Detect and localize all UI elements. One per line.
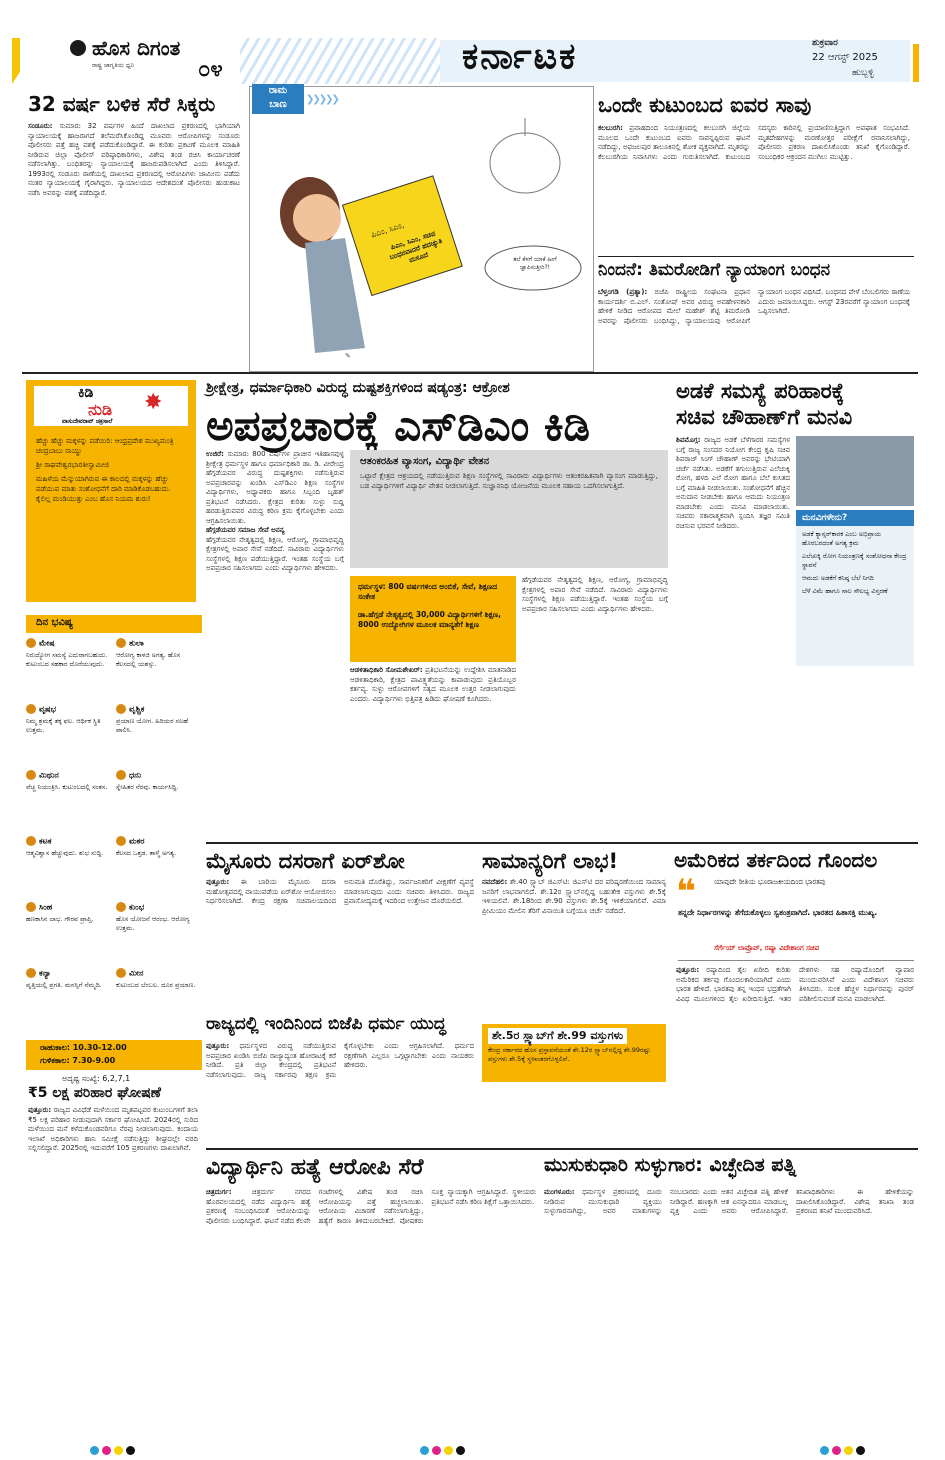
horoscope-sign: [116, 704, 202, 735]
article-dateline: ಚಿತ್ರದುರ್ಗ:: [206, 1188, 232, 1196]
horoscope-sign: [116, 968, 202, 990]
article-dateline: ಉಜಿರೆ:: [206, 450, 224, 458]
horoscope-sign: [26, 770, 112, 792]
adike-headline-line1: ಅಡಕೆ ಸಮಸ್ಯೆ ಪರಿಹಾರಕ್ಕೆ: [676, 379, 845, 403]
horoscope-header: [26, 615, 202, 633]
lead-facts-box: [350, 576, 516, 662]
article-text: ಪ್ರವಾಹದಿಂದ ನಿಯಂತ್ರಣದಲ್ಲಿ ಕಲಬುರಗಿ ಜಿಲ್ಲೆಯ ಮೂಲದ ಒಂದೇ ಕುಟುಂಬದ ಐವರು ಸಾವನ್ನಪ್ಪಿರುವ ಘಟನೆ ನಡೆದಿದ್ದು, ಅಫಜಲಪುರ ತಾಲೂಕಿನಲ್ಲಿ ಶೋಕ ವ್ಯಕ್ತವಾಗಿದೆ. ಮೃತರನ್ನು ಕೆಲಬುರಗಿಯ ನಿವಾಸಿಗಳು ಎಂದು ಗುರುತಿಸಲಾಗಿದೆ. ಕುಟುಂಬದ ಸದಸ್ಯರು ಕಾರಿನಲ್ಲಿ ಪ್ರಯಾಣಿಸುತ್ತಿದ್ದಾಗ ಅಪಘಾತ ಸಂಭವಿಸಿದೆ. ಮೃತದೇಹಗಳನ್ನು ಮರಣೋತ್ತರ ಪರೀಕ್ಷೆಗೆ ರವಾನಿಸಲಾಗಿದ್ದು, ಪೊಲೀಸರು ಪ್ರಕರಣ ದಾಖಲಿಸಿಕೊಂಡು ತನಿಖೆ ಕೈಗೊಂಡಿದ್ದಾರೆ. ಸಂಬಂಧಿಕರ ಆಕ್ರಂದನ ಮುಗಿಲು ಮುಟ್ಟಿತ್ತು.: [598, 124, 910, 161]
rahukala: ರಾಹುಕಾಲ: 10.30-12.00: [40, 1043, 127, 1052]
zodiac-icon: [26, 902, 36, 912]
sidebox-item: ಆಮದು ಅಡಕೆಗೆ ಕನಿಷ್ಠ ಬೆಲೆ ನಿಗದಿ: [802, 574, 874, 582]
zodiac-icon: [116, 968, 126, 978]
spark-icon: ✸: [144, 390, 163, 415]
article-headline: ರಾಜ್ಯದಲ್ಲಿ ಇಂದಿನಿಂದ ಬಿಜೆಪಿ ಧರ್ಮ ಯುದ್ಧ: [206, 1014, 447, 1034]
quote-text: ತನ್ನದೇ ನಿರ್ಧಾರಗಳನ್ನು ತೆಗೆದುಕೊಳ್ಳಲು ಸ್ವತಂತ್ರವಾಗಿದೆ. ಭಾರತದ ಹಿತಾಸಕ್ತಿ ಮುಖ್ಯ.: [678, 908, 878, 917]
sign-name: ವೃಶ್ಚಿಕ: [129, 704, 145, 714]
sidebox-item: ಎಲೆಚುಕ್ಕಿ ರೋಗ ನಿಯಂತ್ರಣಕ್ಕೆ ಸಂಶೋಧನಾ ಕೇಂದ್ರ ಸ್ಥಾಪನೆ: [802, 552, 907, 569]
zodiac-icon: [116, 770, 126, 780]
divider: [678, 960, 914, 961]
article-text: ಧರ್ಮಸ್ಥಳದ ವಿರುದ್ಧ ನಡೆಯುತ್ತಿರುವ ಅಪಪ್ರಚಾರ ಖಂಡಿಸಿ ಬಿಜೆಪಿ ರಾಜ್ಯಾದ್ಯಂತ ಹೋರಾಟಕ್ಕೆ ಕರೆ ನೀಡಿದೆ. ಪ್ರತಿ ಜಿಲ್ಲಾ ಕೇಂದ್ರದಲ್ಲಿ ಪ್ರತಿಭಟನೆ ನಡೆಸಲಾಗುವುದು. ರಾಜ್ಯ ಸರ್ಕಾರವು ತಕ್ಷಣ ಕ್ರಮ ಕೈಗೊಳ್ಳಬೇಕು ಎಂದು ಆಗ್ರಹಿಸಲಾಗಿದೆ. ಧರ್ಮದ ರಕ್ಷಣೆಗಾಗಿ ಎಲ್ಲರೂ ಒಗ್ಗಟ್ಟಾಗಬೇಕು ಎಂದು ನಾಯಕರು ಹೇಳಿದರು.: [206, 1042, 474, 1079]
sign-prediction: ಪ್ರಯಾಣ ಯೋಗ. ಹಿರಿಯರ ಸಲಹೆ ಪಾಲಿಸಿ.: [116, 716, 189, 734]
horoscope-sign: [26, 902, 112, 924]
divider: [598, 256, 914, 257]
lead-text: ಪ್ರತಿಭಟನೆಯನ್ನು ಉದ್ದೇಶಿಸಿ ಮಾತನಾಡಿದ ಆಡಳಿತಾಧಿಕಾರಿ, ಕ್ಷೇತ್ರದ ಪಾವಿತ್ರ್ಯತೆಯನ್ನು ಕಾಪಾಡುವುದು ಪ್ರತಿಯೊಬ್ಬರ ಕರ್ತವ್ಯ. ಸುಳ್ಳು ಆರೋಪಗಳಿಗೆ ಸತ್ಯದ ಮೂಲಕ ಉತ್ತರ ನೀಡಲಾಗುವುದು ಎಂದರು. ವಿದ್ಯಾರ್ಥಿಗಳು ಭಿತ್ತಿಪತ್ರ ಹಿಡಿದು ಘೋಷಣೆ ಕೂಗಿದರು.: [350, 666, 516, 703]
horoscope-sign: [116, 638, 202, 669]
zodiac-icon: [26, 836, 36, 846]
sign-name: ಕಟಕ: [39, 836, 52, 846]
sign-prediction: ನಿಮ್ಮ ಶ್ರಮಕ್ಕೆ ತಕ್ಕ ಫಲ. ಆರ್ಥಿಕ ಸ್ಥಿತಿ ಉತ್ತಮ.: [26, 716, 101, 734]
horoscope-grid: [26, 638, 202, 1038]
cartoon-tag: ರಾಮ ಬಾಣ ❯❯❯❯❯: [252, 84, 344, 114]
section-divider: [206, 1148, 918, 1150]
sign-name: ವೃಷಭ: [39, 704, 56, 714]
horoscope-sign: [26, 836, 112, 858]
zodiac-icon: [26, 638, 36, 648]
sign-prediction: ಆತ್ಮವಿಶ್ವಾಸ ಹೆಚ್ಚುವುದು. ಶುಭ ಸುದ್ದಿ.: [26, 848, 104, 857]
fact-item: ಡಾ.ಹೆಗ್ಗಡೆ ನೇತೃತ್ವದಲ್ಲಿ 30,000 ವಿದ್ಯಾರ್ಥಿಗಳಿಗೆ ಶಿಕ್ಷಣ, 8000 ಉದ್ಯೋಗಿಗಳ ಮೂಲಕ ಮಾನ್ಯತೆಗೆ ಶಿಕ್ಷಣ: [358, 610, 501, 629]
article-headline: ಸಾಮಾನ್ಯರಿಗೆ ಲಾಭ!: [482, 849, 619, 873]
article-dateline: ಸಂಡೂರು:: [28, 122, 53, 130]
article-headline: ಅಮೆರಿಕದ ತರ್ಕದಿಂದ ಗೊಂದಲ: [674, 848, 878, 872]
section-divider: [22, 372, 918, 374]
issue-city: ಹುಬ್ಬಳ್ಳಿ: [852, 68, 874, 78]
zodiac-icon: [26, 704, 36, 714]
gst-strip: [482, 1024, 666, 1082]
registration-marks: [820, 1440, 868, 1459]
article-text: ಶೇ.40 ಸ್ಲ್ಯಾಬ್ ಜಿಎಸ್‌ಟಿ: ಜಿಎಸ್‌ಟಿ ದರ ಪರಿಷ್ಕರಣೆಯಿಂದ ಸಾಮಾನ್ಯ ಜನರಿಗೆ ಲಾಭವಾಗಲಿದೆ. ಶೇ.12ರ ಸ್ಲ್ಯಾಬ್‌ನಲ್ಲಿದ್ದ ಬಹುತೇಕ ವಸ್ತುಗಳು ಶೇ.5ಕ್ಕೆ ಇಳಿಯಲಿವೆ. ಶೇ.18ರಿಂದ ಶೇ.90 ವಸ್ತುಗಳು ಶೇ.5ಕ್ಕೆ ಇಳಿಕೆಯಾಗಲಿವೆ. ವಿಮಾ ಪ್ರೀಮಿಯಂ ಮೇಲಿನ ತೆರಿಗೆ ವಿನಾಯಿತಿ ಬಗ್ಗೆಯೂ ಚರ್ಚೆ ನಡೆದಿದೆ.: [482, 878, 666, 915]
sign-name: ತುಲಾ: [129, 638, 144, 648]
sidebox-item: ಅಡಕೆ ಕ್ಯಾನ್ಸರ್‌ಕಾರಕ ಎಂಬ ಅಭಿಪ್ರಾಯ ಹೊರಬರದಂತೆ ಅಗತ್ಯ ಕ್ರಮ: [802, 530, 882, 547]
sign-name: ಸಿಂಹ: [39, 902, 53, 912]
article-body: [28, 122, 240, 358]
sidebox-item: ಬೆಳೆ ವಿಮೆ ಹಾಗೂ ಸಾಲ ಸೌಲಭ್ಯ ವಿಸ್ತರಣೆ: [802, 587, 888, 595]
article-body: [598, 124, 910, 252]
horoscope-sign: [116, 902, 202, 933]
sign-name: ಕನ್ಯಾ: [39, 968, 51, 978]
logo-tagline: ರಾಷ್ಟ್ರ ಜಾಗೃತಿಯ ಧ್ವನಿ: [92, 62, 135, 69]
kidi-title-line1: ಕಿಡಿ: [78, 385, 94, 401]
article-headline: ₹5 ಲಕ್ಷ ಪರಿಹಾರ ಘೋಷಣೆ: [28, 1085, 161, 1101]
adike-sidebox: [796, 510, 914, 666]
sign-prediction: ಸ್ನೇಹಿತರ ನೆರವು. ಕಾರ್ಯಸಿದ್ಧಿ.: [116, 782, 179, 791]
article-body: [206, 1188, 536, 1428]
page-edge-marker: [913, 44, 919, 82]
article-headline: ವಿದ್ಯಾರ್ಥಿನಿ ಹತ್ಯೆ ಆರೋಪಿ ಸೆರೆ: [206, 1155, 424, 1180]
kidi-author: ವಾಸುದೇವರಾವ್ ಚಕ್ರಸಾಲೆ: [62, 418, 113, 425]
lead-text: ಹೆಗ್ಗಡೆಯವರ ನೇತೃತ್ವದಲ್ಲಿ ಶಿಕ್ಷಣ, ಆರೋಗ್ಯ, ಗ್ರಾಮಾಭಿವೃದ್ಧಿ ಕ್ಷೇತ್ರಗಳಲ್ಲಿ ಅಪಾರ ಸೇವೆ ನಡೆದಿದೆ. ಸಾವಿರಾರು ವಿದ್ಯಾರ್ಥಿಗಳು ಸಂಸ್ಥೆಗಳಲ್ಲಿ ಶಿಕ್ಷಣ ಪಡೆಯುತ್ತಿದ್ದಾರೆ. ಇಂತಹ ಸಂಸ್ಥೆಯ ಬಗ್ಗೆ ಅಪಪ್ರಚಾರ ಸಹಿಸಲಾಗದು ಎಂದು ವಿದ್ಯಾರ್ಥಿಗಳು ಹೇಳಿದರು.: [206, 535, 344, 572]
article-body: [676, 966, 914, 1136]
cartoon-body: [305, 238, 365, 353]
logo-emblem-icon: [70, 40, 86, 56]
horoscope-sign: [26, 968, 112, 990]
cartoonist-signature: ✎: [345, 352, 351, 360]
article-dateline: ಕಲಬುರಗಿ:: [598, 124, 623, 132]
zodiac-icon: [116, 836, 126, 846]
adike-body: [676, 436, 790, 836]
sidebox-list: [802, 530, 908, 600]
article-headline: ಮೈಸೂರು ದಸರಾಗೆ ಏರ್‌ಶೋ: [206, 849, 405, 873]
article-dateline: ಮಂಗಳೂರು:: [544, 1188, 575, 1196]
masthead-stripe-pattern: [240, 38, 440, 84]
sign-prediction: ವೆಚ್ಚ ನಿಯಂತ್ರಿಸಿ. ಕುಟುಂಬದಲ್ಲಿ ಸಂತಸ.: [26, 782, 108, 791]
lead-column-3: ಹೆಗ್ಗಡೆಯವರ ನೇತೃತ್ವದಲ್ಲಿ ಶಿಕ್ಷಣ, ಆರೋಗ್ಯ, ಗ್ರಾಮಾಭಿವೃದ್ಧಿ ಕ್ಷೇತ್ರಗಳಲ್ಲಿ ಅಪಾರ ಸೇವೆ ನಡೆದಿದೆ. ಸಾವಿರಾರು ವಿದ್ಯಾರ್ಥಿಗಳು ಸಂಸ್ಥೆಗಳಲ್ಲಿ ಶಿಕ್ಷಣ ಪಡೆಯುತ್ತಿದ್ದಾರೆ. ಇಂತಹ ಸಂಸ್ಥೆಯ ಬಗ್ಗೆ ಅಪಪ್ರಚಾರ ಸಹಿಸಲಾಗದು ಎಂದು ವಿದ್ಯಾರ್ಥಿಗಳು ಹೇಳಿದರು.: [522, 576, 668, 613]
quote-author: ಸೆರ್ಗೆಯ್ ಲಾವ್ರೊವ್, ರಷ್ಯಾ ವಿದೇಶಾಂಗ ಸಚಿವ: [714, 944, 820, 952]
kidi-title-line2: ನುಡಿ: [88, 400, 113, 419]
sign-prediction: ನಿರುದ್ಯೋಗ ಸಮಸ್ಯೆ ಎದುರಾಗಬಹುದು. ಕುಟುಂಬದ ಸಹಕಾರ ದೊರೆಯುವುದು.: [26, 650, 108, 668]
newspaper-logo: ಹೊಸ ದಿಗಂತ: [92, 36, 181, 60]
lead-subhead: ಆಡಳಿತಾಧಿಕಾರಿ ಸೋಮಶೇಖರ್:: [350, 666, 423, 674]
horoscope-sign: [116, 770, 202, 792]
zodiac-icon: [26, 968, 36, 978]
gst-strip-note: ಕೇಂದ್ರ ಸರ್ಕಾರದ ಹೊಸ ಪ್ರಸ್ತಾವನೆಯಂತೆ ಶೇ.12ರ ಸ್ಲ್ಯಾಬ್‌ನಲ್ಲಿದ್ದ ಶೇ.99ರಷ್ಟು ವಸ್ತುಗಳು ಶೇ.5ಕ್ಕೆ ಸ್ಥಳಾಂತರಗೊಳ್ಳಲಿವೆ.: [488, 1046, 651, 1063]
sign-name: ಧನು: [129, 770, 142, 780]
page-number: ೦೪: [198, 57, 223, 82]
lucky-number: ಅದೃಷ್ಟ ಸಂಖ್ಯೆ: 6,2,7,1: [62, 1074, 131, 1083]
lead-headline: ಅಪಪ್ರಚಾರಕ್ಕೆ ಎಸ್‌ಡಿಎಂ ಕಿಡಿ: [206, 401, 590, 450]
article-body: [206, 1042, 474, 1142]
article-dateline: ನವದೆಹಲಿ:: [482, 878, 508, 886]
issue-date: 22 ಆಗಸ್ಟ್ 2025: [812, 52, 878, 63]
adike-text: ರಾಜ್ಯದ ಅಡಕೆ ಬೆಳೆಗಾರರ ಸಮಸ್ಯೆಗಳ ಬಗ್ಗೆ ರಾಜ್ಯ ಸಂಸದರ ನಿಯೋಗ ಕೇಂದ್ರ ಕೃಷಿ ಸಚಿವ ಶಿವರಾಜ್ ಸಿಂಗ್ ಚೌಹಾಣ್ ಅವರನ್ನು ಭೇಟಿಯಾಗಿ ಚರ್ಚೆ ನಡೆಸಿತು. ಅಡಕೆಗೆ ತಗುಲುತ್ತಿರುವ ಎಲೆಚುಕ್ಕಿ ರೋಗ, ಹಳದಿ ಎಲೆ ರೋಗ ಹಾಗೂ ಬೆಲೆ ಕುಸಿತದ ಬಗ್ಗೆ ಮಾಹಿತಿ ನೀಡಲಾಯಿತು. ಸಂಶೋಧನೆಗೆ ಹೆಚ್ಚಿನ ಅನುದಾನ ನೀಡಬೇಕು ಹಾಗೂ ಆಮದು ನಿಯಂತ್ರಣ ಮಾಡಬೇಕು ಎಂದು ಮನವಿ ಮಾಡಲಾಯಿತು. ಸಚಿವರು ಸಕಾರಾತ್ಮಕವಾಗಿ ಸ್ಪಂದಿಸಿ ತಜ್ಞರ ಸಮಿತಿ ರಚಿಸುವ ಭರವಸೆ ನೀಡಿದರು.: [676, 436, 790, 530]
article-body: [544, 1188, 914, 1428]
zodiac-icon: [26, 770, 36, 780]
zodiac-icon: [116, 704, 126, 714]
kidi-item: ಹೆಚ್ಚು ಹೆಚ್ಚು ಮಕ್ಕಳನ್ನು ಪಡೆಯಿರಿ: ಆಂಧ್ರಪ್ರದೇಶ ಮುಖ್ಯಮಂತ್ರಿ ಚಂದ್ರಬಾಬು ನಾಯ್ಡು: [36, 437, 174, 455]
article-body: [598, 288, 910, 366]
article-body: [28, 1106, 198, 1426]
kidi-item: ಶ್ರೀ ರಾಘವೇಶ್ವರಭಾರತೀಸ್ವಾಮೀಜಿ: [36, 461, 109, 469]
article-text: ಬಿಜೆಪಿ ರಾಷ್ಟ್ರೀಯ ಸಂಘಟನಾ ಪ್ರಧಾನ ಕಾರ್ಯದರ್ಶಿ ಬಿ.ಎಲ್. ಸಂತೋಷ್ ಅವರ ವಿರುದ್ಧ ಅವಹೇಳನಕಾರಿ ಹೇಳಿಕೆ ನೀಡಿದ ಆರೋಪದ ಮೇಲೆ ಮಹೇಶ್ ಶೆಟ್ಟಿ ತಿಮರೋಡಿ ಅವರನ್ನು ಪೊಲೀಸರು ಬಂಧಿಸಿದ್ದು, ನ್ಯಾಯಾಲಯವು ಆರೋಪಿಗೆ ನ್ಯಾಯಾಂಗ ಬಂಧನ ವಿಧಿಸಿದೆ. ಬಂಧನದ ವೇಳೆ ಬೆಂಬಲಿಗರು ಠಾಣೆಯ ಎದುರು ಜಮಾಯಿಸಿದ್ದರು. ಆಗಸ್ಟ್ 23ರವರೆಗೆ ನ್ಯಾಯಾಂಗ ಬಂಧನಕ್ಕೆ ಒಪ್ಪಿಸಲಾಗಿದೆ.: [598, 288, 910, 325]
article-dateline: ಪುತ್ತೂರು:: [206, 1042, 230, 1050]
article-dateline: ಬೆಳ್ತಂಗಡಿ (ಪ್ರತ್ಯಾ):: [598, 288, 648, 296]
zodiac-icon: [116, 638, 126, 648]
sign-prediction: ವೃತ್ತಿಯಲ್ಲಿ ಪ್ರಗತಿ. ಮನಸ್ಸಿಗೆ ನೆಮ್ಮದಿ.: [26, 980, 102, 989]
cartoon-tag-line2: ಬಾಣ: [269, 99, 287, 110]
lead-info-box: [350, 450, 668, 568]
quote-source: ಯಾವುದೇ ರೀತಿಯ ಭೂರಾಜಕೀಯದಿಂದ ಭಾರತವು: [714, 878, 826, 886]
sign-prediction: ಹಣಕಾಸಿನ ಲಾಭ. ಗೌರವ ಪ್ರಾಪ್ತಿ.: [26, 914, 94, 923]
cartoon-placard-label: ಪಿಎಂ, ಸಿಎಂ, ಸಚಿವ ಬಂಧನವಾದರೆ ಪದಚ್ಯುತಿ ಮಸೂದೆ: [388, 229, 444, 265]
lead-column-1: [206, 450, 344, 836]
article-text: ರಷ್ಯಾದಿಂದ ತೈಲ ಖರೀದಿ ಕುರಿತು ಅಮೆರಿಕದ ತರ್ಕವು ಗೊಂದಲಕಾರಿಯಾಗಿದೆ ಎಂದು ಭಾರತ ಹೇಳಿದೆ. ಭಾರತವು ತನ್ನ ಇಂಧನ ಭದ್ರತೆಗಾಗಿ ವಿವಿಧ ಮೂಲಗಳಿಂದ ತೈಲ ಖರೀದಿಸುತ್ತಿದೆ. ಇತರ ದೇಶಗಳು ಸಹ ರಷ್ಯಾದೊಂದಿಗೆ ವ್ಯಾಪಾರ ಮುಂದುವರಿಸಿವೆ ಎಂದು ವಿದೇಶಾಂಗ ಸಚಿವರು ತಿಳಿಸಿದರು. ಸುಂಕ ಹೆಚ್ಚಳ ನಿರ್ಧಾರವನ್ನು ಪುನರ್ ಪರಿಶೀಲಿಸುವಂತೆ ಮನವಿ ಮಾಡಲಾಗಿದೆ.: [676, 966, 914, 1003]
cartoon-placard-text: ಪಿಎಂ, ಸಿಎಂ,: [369, 220, 406, 240]
lead-kicker: ಶ್ರೀಕ್ಷೇತ್ರ, ಧರ್ಮಾಧಿಕಾರಿ ವಿರುದ್ಧ ದುಷ್ಟಶಕ್ತಿಗಳಿಂದ ಷಡ್ಯಂತ್ರ: ಆಕ್ರೋಶ: [206, 380, 510, 396]
horoscope-sign: [26, 638, 112, 669]
article-headline: ಮುಸುಕುಧಾರಿ ಸುಳ್ಳುಗಾರ: ವಿಚ್ಛೇದಿತ ಪತ್ನಿ: [544, 1154, 797, 1176]
sign-prediction: ಕೆಲಸದ ಒತ್ತಡ. ತಾಳ್ಮೆ ಅಗತ್ಯ.: [116, 848, 177, 857]
article-headline: 32 ವರ್ಷ ಬಳಿಕ ಸೆರೆ ಸಿಕ್ಕರು: [28, 92, 216, 116]
adike-photo: [796, 436, 914, 506]
horoscope-title: ದಿನ ಭವಿಷ್ಯ: [36, 617, 73, 628]
sidebox-title: ಮನವಿಗಳೇನು?: [796, 510, 914, 526]
section-divider: [206, 842, 918, 844]
fact-item: ಧರ್ಮಸ್ಥಳ: 800 ವರ್ಷಗಳಿಂದ ಅಂಬಿಕೆ, ಸೇವೆ, ಶಿಕ್ಷಣದ ಸಂಕೇತ: [358, 582, 498, 601]
sign-prediction: ಕುಟುಂಬದ ಬೆಂಬಲ. ದೂರ ಪ್ರಯಾಣ.: [116, 980, 196, 989]
cartoon-fan-figure: [490, 133, 560, 193]
article-text: ಚಿತ್ರದುರ್ಗ ನಗರದ ಹೊರವಲಯದಲ್ಲಿ ನಡೆದ ವಿದ್ಯಾರ್ಥಿನಿ ಹತ್ಯೆ ಪ್ರಕರಣಕ್ಕೆ ಸಂಬಂಧಿಸಿದಂತೆ ಆರೋಪಿಯನ್ನು ಪೊಲೀಸರು ಬಂಧಿಸಿದ್ದಾರೆ. ಘಟನೆ ನಡೆದ ಕೆಲವೇ ಗಂಟೆಗಳಲ್ಲಿ ವಿಶೇಷ ತಂಡ ರಚಿಸಿ ಆರೋಪಿಯನ್ನು ಪತ್ತೆ ಹಚ್ಚಲಾಯಿತು. ಆರೋಪಿಯ ವಿಚಾರಣೆ ನಡೆಸಲಾಗುತ್ತಿದ್ದು, ಹತ್ಯೆಗೆ ಕಾರಣ ತಿಳಿದುಬರಬೇಕಿದೆ. ಪೋಷಕರು ಸೂಕ್ತ ನ್ಯಾಯಕ್ಕಾಗಿ ಆಗ್ರಹಿಸಿದ್ದಾರೆ. ಸ್ಥಳೀಯರು ಪ್ರತಿಭಟನೆ ನಡೆಸಿ ಕಠಿಣ ಶಿಕ್ಷೆಗೆ ಒತ್ತಾಯಿಸಿದರು.: [206, 1188, 536, 1225]
article-dateline: ಪುತ್ತೂರು:: [28, 1106, 52, 1114]
kidi-item: ಮಹಿಳೆಯ ಮೆನ್ನುಯಾಗಿರುವ ಈ ಕಾಲದಲ್ಲಿ ಮಕ್ಕಳನ್ನು ಹೆಚ್ಚು ಪಡೆಯುವ ಮಾತು ಸಂಶೋಧನೆಗೆ ದಾರಿ ಮಾಡಿಕೊಡಬಹುದು. ಕೈಲಿಲ್ಲ ಮಂಡಿಯುತ್ತು ಎಂಬ ಹೊಸ ನಿಯಮ ಶುರು!: [36, 475, 171, 503]
gulikakala: ಗುಳಿಕಕಾಲ: 7.30-9.00: [40, 1056, 116, 1065]
article-headline: ನಿಂದನೆ: ತಿಮರೋಡಿಗೆ ನ್ಯಾಯಾಂಗ ಬಂಧನ: [598, 260, 831, 280]
article-body: [482, 878, 666, 1018]
sign-name: ಮಕರ: [129, 836, 145, 846]
sign-prediction: ಆರೋಗ್ಯ ಕಾಳಜಿ ಅಗತ್ಯ. ಹೊಸ ಕೆಲಸದಲ್ಲಿ ಯಶಸ್ಸು.: [116, 650, 181, 668]
horoscope-sign: [116, 836, 202, 858]
info-box-title: ಆತಂಕರಹಿತ ವ್ಯಾಸಂಗ, ವಿದ್ಯಾರ್ಥಿ ವೇತನ: [360, 456, 490, 467]
sign-name: ಮಿಥುನ: [39, 770, 59, 780]
lead-text: ಸುಮಾರು 800 ವರ್ಷಗಳ ಪ್ರಾಚೀನ ಇತಿಹಾಸವುಳ್ಳ ಶ್ರೀಕ್ಷೇತ್ರ ಧರ್ಮಸ್ಥಳ ಹಾಗೂ ಧರ್ಮಾಧಿಕಾರಿ ಡಾ. ಡಿ. ವೀರೇಂದ್ರ ಹೆಗ್ಗಡೆಯವರ ವಿರುದ್ಧ ದುಷ್ಟಶಕ್ತಿಗಳು ನಡೆಸುತ್ತಿರುವ ಅಪಪ್ರಚಾರವನ್ನು ಖಂಡಿಸಿ ಎಸ್‌ಡಿಎಂ ಶಿಕ್ಷಣ ಸಂಸ್ಥೆಗಳ ವಿದ್ಯಾರ್ಥಿಗಳು, ಅಧ್ಯಾಪಕರು ಹಾಗೂ ಸಿಬ್ಬಂದಿ ಬೃಹತ್ ಪ್ರತಿಭಟನೆ ನಡೆಸಿದರು. ಕ್ಷೇತ್ರದ ಕುರಿತು ಸುಳ್ಳು ಸುದ್ದಿ ಹರಡುತ್ತಿರುವವರ ವಿರುದ್ಧ ಕಠಿಣ ಕ್ರಮ ಕೈಗೊಳ್ಳಬೇಕು ಎಂದು ಆಗ್ರಹಿಸಲಾಯಿತು.: [206, 450, 344, 525]
registration-marks: [90, 1440, 138, 1459]
article-dateline: ಪುತ್ತೂರು:: [676, 966, 700, 974]
kidi-nudi-panel: [26, 380, 196, 602]
sign-prediction: ಹೊಸ ಯೋಜನೆ ಆರಂಭ. ಆರೋಗ್ಯ ಉತ್ತಮ.: [116, 914, 190, 932]
kidi-content: [36, 436, 186, 508]
rahukala-box: [26, 1040, 202, 1070]
article-text: ಈ ಬಾರಿಯ ಮೈಸೂರು ದಸರಾ ಮಹೋತ್ಸವದಲ್ಲಿ ವಾಯುಪಡೆಯ ಏರ್‌ಶೋ ಆಯೋಜಿಸಲು ನಿರ್ಧರಿಸಲಾಗಿದೆ. ಕೇಂದ್ರ ರಕ್ಷಣಾ ಸಚಿವಾಲಯದಿಂದ ಅನುಮತಿ ದೊರೆತಿದ್ದು, ಸಾರ್ವಜನಿಕರಿಗೆ ವೀಕ್ಷಣೆಗೆ ವ್ಯವಸ್ಥೆ ಮಾಡಲಾಗುವುದು ಎಂದು ಸಚಿವರು ತಿಳಿಸಿದರು. ರಾಜ್ಯದ ಪ್ರವಾಸೋದ್ಯಮಕ್ಕೆ ಇದರಿಂದ ಉತ್ತೇಜನ ದೊರೆಯಲಿದೆ.: [206, 878, 474, 905]
cartoon-tag-line1: ರಾಮ: [268, 85, 288, 96]
adike-headline-line2: ಸಚಿವ ಚೌಹಾಣ್‌ಗೆ ಮನವಿ: [676, 405, 853, 429]
article-text: ರಾಜ್ಯದ ವಿವಿಧೆಡೆ ಮಳೆಯಿಂದ ಮೃತಪಟ್ಟವರ ಕುಟುಂಬಗಳಿಗೆ ತಲಾ ₹5 ಲಕ್ಷ ಪರಿಹಾರ ನೀಡುವುದಾಗಿ ಸರ್ಕಾರ ಘೋಷಿಸಿದೆ. 2024ರಲ್ಲಿ ಸುರಿದ ಮಳೆಯಿಂದ ಮನೆ ಕಳೆದುಕೊಂಡವರಿಗೂ ನೆರವು ನೀಡಲಾಗುವುದು. ಕಂದಾಯ ಇಲಾಖೆ ಅಧಿಕಾರಿಗಳು ಹಾನಿ ಸಮೀಕ್ಷೆ ನಡೆಸುತ್ತಿದ್ದು ಶೀಘ್ರದಲ್ಲೇ ವರದಿ ಸಲ್ಲಿಸಲಿದ್ದಾರೆ. 2025ರಲ್ಲಿ ಇದುವರೆಗೆ 105 ಪ್ರಕರಣಗಳು ದಾಖಲಾಗಿವೆ.: [28, 1106, 198, 1152]
lead-subhead: ಹೆಗ್ಗಡೆಯವರ ಸಮಾಜ ಸೇವೆ ಅನನ್ಯ: [206, 526, 285, 534]
article-text: ಧರ್ಮಸ್ಥಳ ಪ್ರಕರಣದಲ್ಲಿ ದೂರು ನೀಡಿರುವ ಮುಸುಕುಧಾರಿ ವ್ಯಕ್ತಿಯು ಸುಳ್ಳುಗಾರನಾಗಿದ್ದು, ಅವರ ಮಾತುಗಳನ್ನು ನಂಬಬಾರದು ಎಂದು ಆತನ ವಿಚ್ಛೇದಿತ ಪತ್ನಿ ಹೇಳಿಕೆ ನೀಡಿದ್ದಾರೆ. ಹಣಕ್ಕಾಗಿ ಆತ ಏನನ್ನಾದರೂ ಮಾಡಬಲ್ಲ ವ್ಯಕ್ತಿ ಎಂದು ಅವರು ಆರೋಪಿಸಿದ್ದಾರೆ. ತನಿಖಾಧಿಕಾರಿಗಳು ಈ ಹೇಳಿಕೆಯನ್ನು ದಾಖಲಿಸಿಕೊಂಡಿದ್ದಾರೆ. ವಿಶೇಷ ತನಿಖಾ ತಂಡ ಪ್ರಕರಣದ ತನಿಖೆ ಮುಂದುವರಿಸಿದೆ.: [544, 1188, 914, 1215]
article-dateline: ಪುತ್ತೂರು:: [206, 878, 230, 886]
lead-column-2: [350, 666, 516, 836]
article-text: ಸುಮಾರು 32 ವರ್ಷಗಳ ಹಿಂದೆ ದಾಖಲಾದ ಪ್ರಕರಣದಲ್ಲಿ ಭಾಗಿಯಾಗಿ ನ್ಯಾಯಾಲಯಕ್ಕೆ ಹಾಜರಾಗದೆ ತಲೆಮರೆಸಿಕೊಂಡಿದ್ದ ಮೂವರು ಆರೋಪಿಗಳನ್ನು ಸಂಡೂರು ಪೊಲೀಸರು ಪತ್ತೆ ಹಚ್ಚಿ ವಶಕ್ಕೆ ಪಡೆದುಕೊಂಡಿದ್ದಾರೆ. ಈ ಕುರಿತು ಪ್ರಕಟಣೆ ಮೂಲಕ ಮಾಹಿತಿ ನೀಡಿರುವ ಜಿಲ್ಲಾ ಪೊಲೀಸ್ ವರಿಷ್ಠಾಧಿಕಾರಿಗಳು, ವಿಶೇಷ ತಂಡ ರಚಿಸಿ ಕಾರ್ಯಾಚರಣೆ ನಡೆಸಲಾಗಿತ್ತು. ಬಂಧಿತರನ್ನು ನ್ಯಾಯಾಲಯಕ್ಕೆ ಹಾಜರುಪಡಿಸಲಾಗಿದೆ ಎಂದು ತಿಳಿಸಿದ್ದಾರೆ. 1993ರಲ್ಲಿ ಸಂಡೂರು ಠಾಣೆಯಲ್ಲಿ ದಾಖಲಾದ ಪ್ರಕರಣದಲ್ಲಿ ಆರೋಪಿಗಳು ಜಾಮೀನು ಪಡೆದು ನಂತರ ನ್ಯಾಯಾಲಯಕ್ಕೆ ಗೈರಾಗಿದ್ದರು. ನ್ಯಾಯಾಲಯದ ಆದೇಶದಂತೆ ಪೊಲೀಸರು ಹುಡುಕಾಟ ನಡೆಸಿ ಅವರನ್ನು ವಶಕ್ಕೆ ಪಡೆದಿದ್ದಾರೆ.: [28, 122, 240, 197]
sign-name: ಮೀನ: [129, 968, 144, 978]
article-body: [206, 878, 474, 1008]
registration-marks: [420, 1440, 468, 1459]
sign-name: ಕುಂಭ: [129, 902, 145, 912]
article-dateline: ಶಿವಮೊಗ್ಗ:: [676, 436, 701, 444]
section-title: ಕರ್ನಾಟಕ: [462, 36, 578, 77]
info-box-text: ಒಟ್ಟಾರೆ ಕ್ಷೇತ್ರದ ಆಶ್ರಯದಲ್ಲಿ ನಡೆಯುತ್ತಿರುವ ಶಿಕ್ಷಣ ಸಂಸ್ಥೆಗಳಲ್ಲಿ ಸಾವಿರಾರು ವಿದ್ಯಾರ್ಥಿಗಳು ಆತಂಕರಹಿತವಾಗಿ ವ್ಯಾಸಂಗ ಮಾಡುತ್ತಿದ್ದು, ಬಡ ವಿದ್ಯಾರ್ಥಿಗಳಿಗೆ ವಿದ್ಯಾರ್ಥಿ ವೇತನ ನೀಡಲಾಗುತ್ತಿದೆ. ಸುಜ್ಞಾನನಿಧಿ ಯೋಜನೆಯ ಮೂಲಕ ಸಹಾಯ ಒದಗಿಸಲಾಗುತ್ತಿದೆ.: [360, 472, 658, 490]
horoscope-sign: [26, 704, 112, 735]
cartoon-face: [293, 194, 341, 242]
zodiac-icon: [116, 902, 126, 912]
article-headline: ಒಂದೇ ಕುಟುಂಬದ ಐವರ ಸಾವು: [598, 93, 812, 117]
issue-day: ಶುಕ್ರವಾರ: [812, 38, 838, 48]
cartoon-bubble-text: ತಲೆ ಕೆಳಗೆ ಯಾಕೆ ಹೀಗೆ ಜ್ಞಾಪಿಸುತ್ತೀರಿ?!: [513, 256, 557, 271]
sign-name: ಮೇಷ: [39, 638, 55, 648]
quote-icon: ❝: [676, 872, 696, 912]
gst-strip-title: ಶೇ.5ರ ಸ್ಲ್ಯಾಬ್‌ಗೆ ಶೇ.99 ವಸ್ತುಗಳು: [488, 1028, 627, 1044]
